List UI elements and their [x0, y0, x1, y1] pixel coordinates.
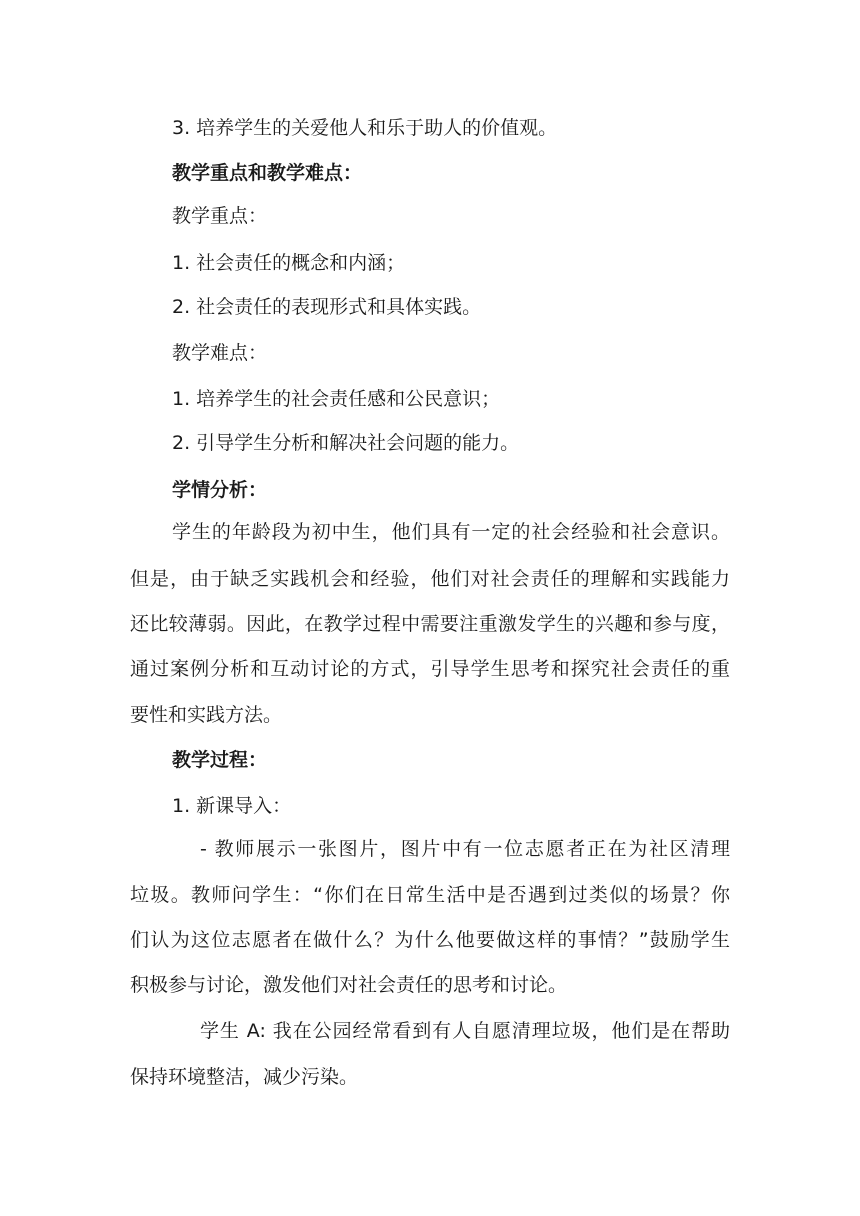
key-points-label: 教学重点：: [172, 205, 268, 227]
teacher-line-1: - 教师展示一张图片，图片中有一位志愿者正在为社区清理: [200, 838, 730, 860]
analysis-line-1: 学生的年龄段为初中生，他们具有一定的社会经验和社会意识。: [172, 521, 730, 543]
student-a-line-2: 保持环境整洁，减少污染。: [130, 1066, 359, 1088]
teacher-line-4: 积极参与讨论，激发他们对社会责任的思考和讨论。: [130, 974, 568, 996]
process-step-1: 1. 新课导入：: [172, 795, 292, 817]
analysis-line-3: 还比较薄弱。因此，在教学过程中需要注重激发学生的兴趣和参与度，: [130, 613, 730, 635]
process-heading: 教学过程：: [172, 749, 268, 771]
analysis-heading: 学情分析：: [172, 479, 268, 501]
analysis-line-4: 通过案例分析和互动讨论的方式，引导学生思考和探究社会责任的重: [130, 658, 730, 680]
student-a-line-1: 学生 A: 我在公园经常看到有人自愿清理垃圾，他们是在帮助: [200, 1020, 730, 1042]
key-point-item-2: 2. 社会责任的表现形式和具体实践。: [172, 296, 482, 318]
analysis-line-5: 要性和实践方法。: [130, 704, 283, 726]
difficult-point-item-1: 1. 培养学生的社会责任感和公民意识；: [172, 388, 501, 410]
teacher-line-3: 们认为这位志愿者在做什么？为什么他要做这样的事情？”鼓励学生: [130, 929, 730, 951]
analysis-line-2: 但是，由于缺乏实践机会和经验，他们对社会责任的理解和实践能力: [130, 568, 730, 590]
difficult-points-label: 教学难点：: [172, 342, 268, 364]
key-point-item-1: 1. 社会责任的概念和内涵；: [172, 252, 406, 274]
key-difficult-heading: 教学重点和教学难点：: [172, 162, 363, 184]
objective-item-3: 3. 培养学生的关爱他人和乐于助人的价值观。: [172, 117, 558, 139]
difficult-point-item-2: 2. 引导学生分析和解决社会问题的能力。: [172, 432, 520, 454]
teacher-line-2: 垃圾。教师问学生：“你们在日常生活中是否遇到过类似的场景？你: [130, 884, 730, 906]
